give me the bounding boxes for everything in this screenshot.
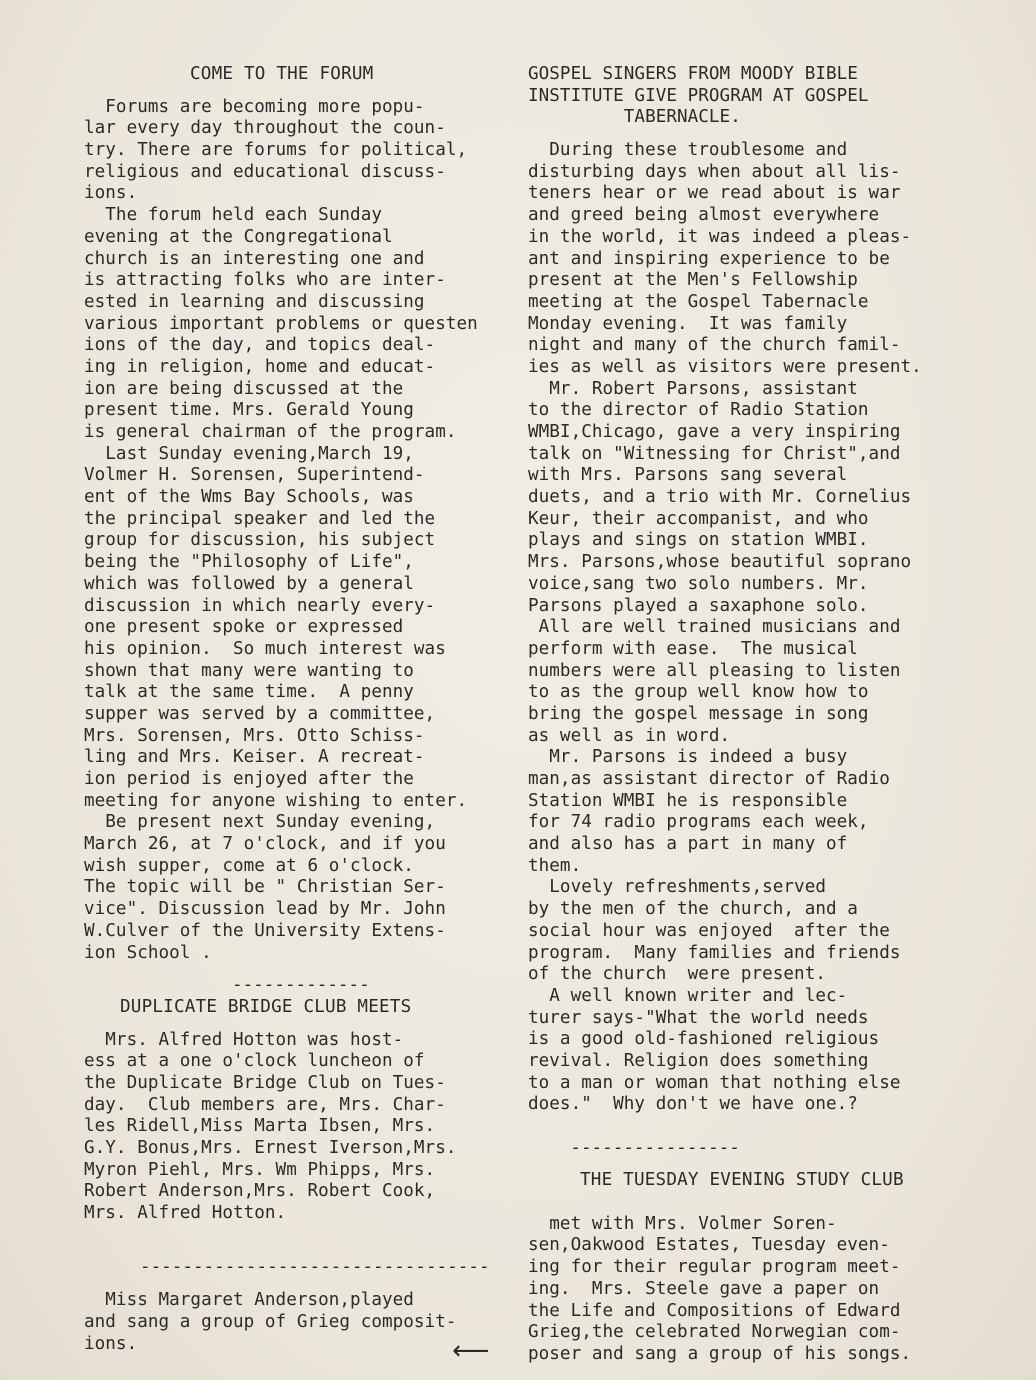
bridge-text-line: day. Club members are, Mrs. Char- bbox=[84, 1094, 446, 1115]
bridge-text-line: Mrs. Alfred Hotton. bbox=[84, 1203, 287, 1224]
forum-text-line: Last Sunday evening,March 19, bbox=[84, 443, 414, 464]
forum-text-line: various important problems or questen bbox=[84, 313, 478, 334]
gospel-text-line: Station WMBI he is responsible bbox=[528, 790, 848, 811]
bridge-article bbox=[84, 997, 544, 1225]
continuation-text-line: and sang a group of Grieg composit- bbox=[84, 1311, 457, 1332]
gospel-text-line: All are well trained musicians and bbox=[528, 617, 901, 638]
forum-text-line: the principal speaker and led the bbox=[84, 508, 436, 529]
gospel-text-line: disturbing days when about all lis- bbox=[528, 161, 901, 182]
forum-text-line: W.Culver of the University Extens- bbox=[84, 920, 446, 941]
gospel-text-line: of the church were present. bbox=[528, 964, 826, 985]
divider-rule: ------------- bbox=[232, 975, 370, 996]
study-club-text-line: ing for their regular program meet- bbox=[528, 1257, 901, 1278]
gospel-text-line: by the men of the church, and a bbox=[528, 899, 858, 920]
study-club-body bbox=[528, 1214, 998, 1366]
forum-text-line: church is an interesting one and bbox=[84, 248, 425, 269]
bridge-text-line: Myron Piehl, Mrs. Wm Phipps, Mrs. bbox=[84, 1159, 436, 1180]
continuation-text-line: Miss Margaret Anderson,played bbox=[84, 1290, 414, 1311]
gospel-text-line: Mr. Robert Parsons, assistant bbox=[528, 378, 858, 399]
gospel-text-line: voice,sang two solo numbers. Mr. bbox=[528, 573, 869, 594]
forum-text-line: ling and Mrs. Keiser. A recreat- bbox=[84, 747, 425, 768]
forum-text-line: being the "Philosophy of Life", bbox=[84, 552, 414, 573]
forum-text-line: Volmer H. Sorensen, Superintend- bbox=[84, 465, 425, 486]
bridge-text-line: les Ridell,Miss Marta Ibsen, Mrs. bbox=[84, 1116, 436, 1137]
forum-text-line: ing in religion, home and educat- bbox=[84, 356, 436, 377]
gospel-text-line: Mr. Parsons is indeed a busy bbox=[528, 747, 848, 768]
gospel-text-line: program. Many families and friends bbox=[528, 942, 901, 963]
forum-text-line: wish supper, come at 6 o'clock. bbox=[84, 855, 414, 876]
gospel-text-line: meeting at the Gospel Tabernacle bbox=[528, 291, 869, 312]
bridge-title: DUPLICATE BRIDGE CLUB MEETS bbox=[120, 996, 412, 1017]
forum-text-line: evening at the Congregational bbox=[84, 226, 393, 247]
forum-text-line: one present spoke or expressed bbox=[84, 617, 404, 638]
gospel-text-line: Parsons played a saxaphone solo. bbox=[528, 595, 869, 616]
bridge-text-line: the Duplicate Bridge Club on Tues- bbox=[84, 1072, 446, 1093]
gospel-text-line: Monday evening. It was family bbox=[528, 313, 848, 334]
study-club-text-line: the Life and Compositions of Edward bbox=[528, 1300, 901, 1321]
gospel-text-line: plays and sings on station WMBI. bbox=[528, 530, 869, 551]
bridge-text-line: Mrs. Alfred Hotton was host- bbox=[84, 1029, 404, 1050]
forum-text-line: Be present next Sunday evening, bbox=[84, 812, 436, 833]
gospel-text-line: them. bbox=[528, 855, 582, 876]
gospel-text-line: revival. Religion does something bbox=[528, 1050, 869, 1071]
forum-text-line: his opinion. So much interest was bbox=[84, 638, 446, 659]
forum-text-line: ent of the Wms Bay Schools, was bbox=[84, 487, 414, 508]
gospel-text-line: teners hear or we read about is war bbox=[528, 183, 901, 204]
study-club-text-line: Grieg,the celebrated Norwegian com- bbox=[528, 1322, 901, 1343]
forum-text-line: present time. Mrs. Gerald Young bbox=[84, 400, 414, 421]
gospel-text-line: Lovely refreshments,served bbox=[528, 877, 826, 898]
gospel-text-line: ant and inspiring experience to be bbox=[528, 248, 890, 269]
study-club-text-line: poser and sang a group of his songs. bbox=[528, 1343, 912, 1364]
gospel-text-line: talk on "Witnessing for Christ",and bbox=[528, 443, 901, 464]
gospel-text-line: is a good old-fashioned religious bbox=[528, 1029, 880, 1050]
study-club-text-line: ing. Mrs. Steele gave a paper on bbox=[528, 1278, 880, 1299]
gospel-text-line: to as the group well know how to bbox=[528, 682, 869, 703]
study-club-title: THE TUESDAY EVENING STUDY CLUB bbox=[580, 1170, 904, 1191]
bridge-text-line: ess at a one o'clock luncheon of bbox=[84, 1051, 425, 1072]
forum-text-line: shown that many were wanting to bbox=[84, 660, 414, 681]
left-arrow-icon: ⟵ bbox=[452, 1336, 490, 1366]
gospel-text-line: to a man or woman that nothing else bbox=[528, 1072, 901, 1093]
continuation-text-line: ions. bbox=[84, 1333, 138, 1354]
gospel-text-line: ies as well as visitors were present. bbox=[528, 356, 922, 377]
gospel-text-line: and also has a part in many of bbox=[528, 834, 848, 855]
gospel-text-line: with Mrs. Parsons sang several bbox=[528, 465, 848, 486]
forum-text-line: ions of the day, and topics deal- bbox=[84, 335, 436, 356]
forum-text-line: supper was served by a committee, bbox=[84, 703, 436, 724]
divider-rule-right: ---------------- bbox=[528, 1137, 740, 1158]
gospel-title bbox=[528, 64, 998, 129]
study-club-text-line: sen,Oakwood Estates, Tuesday even- bbox=[528, 1235, 890, 1256]
gospel-title-line: TABERNACLE. bbox=[528, 107, 741, 128]
forum-text-line: Forums are becoming more popu- bbox=[84, 96, 425, 117]
forum-text-line: is general chairman of the program. bbox=[84, 422, 457, 442]
gospel-text-line: Keur, their accompanist, and who bbox=[528, 508, 869, 529]
gospel-text-line: social hour was enjoyed after the bbox=[528, 920, 890, 941]
gospel-text-line: duets, and a trio with Mr. Cornelius bbox=[528, 487, 912, 508]
forum-text-line: ion are being discussed at the bbox=[84, 378, 404, 399]
bridge-text-line: G.Y. Bonus,Mrs. Ernest Iverson,Mrs. bbox=[84, 1138, 457, 1158]
gospel-title-line: INSTITUTE GIVE PROGRAM AT GOSPEL bbox=[528, 85, 869, 106]
forum-text-line: Mrs. Sorensen, Mrs. Otto Schiss- bbox=[84, 725, 425, 746]
gospel-title-line: GOSPEL SINGERS FROM MOODY BIBLE bbox=[528, 64, 858, 84]
gospel-text-line: WMBI,Chicago, gave a very inspiring bbox=[528, 422, 901, 442]
bridge-body bbox=[84, 1030, 544, 1225]
left-column bbox=[84, 64, 544, 1355]
forum-text-line: religious and educational discuss- bbox=[84, 161, 446, 182]
forum-text-line: ion period is enjoyed after the bbox=[84, 769, 414, 789]
forum-text-line: lar every day throughout the coun- bbox=[84, 118, 446, 139]
forum-text-line: ions. bbox=[84, 183, 138, 204]
gospel-text-line: During these troublesome and bbox=[528, 140, 848, 161]
bridge-text-line: Robert Anderson,Mrs. Robert Cook, bbox=[84, 1181, 436, 1202]
gospel-text-line: numbers were all pleasing to listen bbox=[528, 660, 901, 681]
gospel-text-line: for 74 radio programs each week, bbox=[528, 812, 869, 833]
forum-text-line: talk at the same time. A penny bbox=[84, 682, 414, 703]
forum-text-line: vice". Discussion lead by Mr. John bbox=[84, 899, 446, 920]
gospel-text-line: bring the gospel message in song bbox=[528, 703, 869, 724]
study-club-text-line: met with Mrs. Volmer Soren- bbox=[528, 1213, 837, 1234]
gospel-text-line: Mrs. Parsons,whose beautiful soprano bbox=[528, 552, 912, 573]
forum-text-line: try. There are forums for political, bbox=[84, 140, 468, 161]
forum-text-line: meeting for anyone wishing to enter. bbox=[84, 790, 468, 811]
divider-rule-long: --------------------------------- bbox=[140, 1257, 490, 1278]
gospel-text-line: and greed being almost everywhere bbox=[528, 205, 880, 226]
gospel-text-line: A well known writer and lec- bbox=[528, 985, 848, 1006]
forum-text-line: which was followed by a general bbox=[84, 573, 414, 594]
study-club-article bbox=[528, 1170, 998, 1365]
gospel-text-line: turer says-"What the world needs bbox=[528, 1007, 869, 1028]
forum-title: COME TO THE FORUM bbox=[190, 64, 374, 84]
gospel-text-line: to the director of Radio Station bbox=[528, 400, 869, 421]
right-column bbox=[528, 64, 998, 1366]
gospel-article bbox=[528, 64, 998, 1116]
forum-text-line: ested in learning and discussing bbox=[84, 291, 425, 312]
gospel-text-line: night and many of the church famil- bbox=[528, 335, 901, 356]
forum-text-line: is attracting folks who are inter- bbox=[84, 270, 446, 291]
forum-article bbox=[84, 64, 544, 964]
gospel-text-line: in the world, it was indeed a pleas- bbox=[528, 226, 912, 247]
gospel-body bbox=[528, 140, 998, 1116]
forum-text-line: March 26, at 7 o'clock, and if you bbox=[84, 834, 446, 855]
gospel-text-line: as well as in word. bbox=[528, 725, 731, 746]
gospel-text-line: present at the Men's Fellowship bbox=[528, 270, 858, 291]
gospel-text-line: man,as assistant director of Radio bbox=[528, 769, 890, 789]
forum-text-line: discussion in which nearly every- bbox=[84, 595, 436, 616]
forum-body bbox=[84, 97, 544, 965]
gospel-text-line: does." Why don't we have one.? bbox=[528, 1094, 858, 1115]
gospel-text-line: perform with ease. The musical bbox=[528, 638, 858, 659]
forum-text-line: group for discussion, his subject bbox=[84, 530, 436, 551]
forum-text-line: The topic will be " Christian Ser- bbox=[84, 877, 446, 898]
forum-text-line: The forum held each Sunday bbox=[84, 205, 382, 226]
forum-text-line: ion School . bbox=[84, 942, 212, 963]
